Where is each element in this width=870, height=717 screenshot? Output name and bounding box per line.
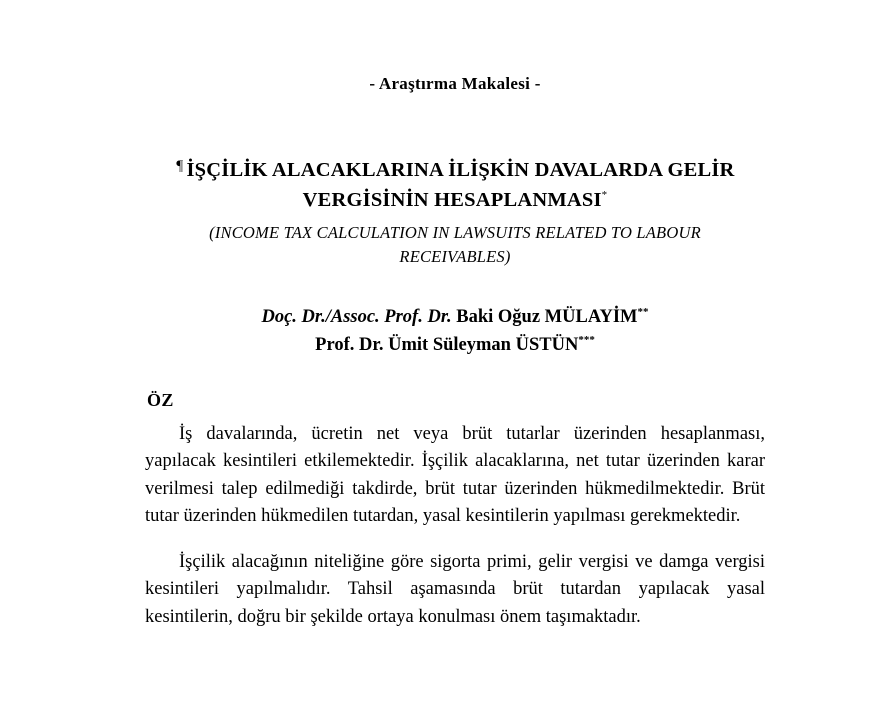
author-1-name: Baki Oğuz MÜLAYİM	[456, 307, 638, 328]
title-english-line-2: RECEIVABLES)	[399, 246, 511, 266]
author-2-footnote-marker: ***	[578, 334, 595, 347]
article-type-label: - Araştırma Makalesi -	[369, 74, 541, 93]
author-1-title-tr: Doç. Dr.	[261, 307, 326, 328]
abstract-paragraph-1: İş davalarında, ücretin net veya brüt tutarlar üzerinden hesaplanması, yapılacak kesintileri etkilemektedir. İşçilik alacaklarına, net tutar üzerinden karar verilmesi talep edilmediği takdirde, brüt tutar üzerinden hükmedilmektedir. Brüt tutar üzerinden hükmedilen tutardan, yasal kesintilerin yapılması gerekmektedir.	[145, 424, 765, 527]
author-2-name: Ümit Süleyman ÜSTÜN	[388, 335, 579, 356]
author-1-footnote-marker: **	[637, 306, 649, 319]
author-1-title-en: Assoc. Prof. Dr.	[330, 307, 452, 328]
author-line-1	[145, 304, 765, 332]
title-line-1: İŞÇİLİK ALACAKLARINA İLİŞKİN DAVALARDA GELİR	[186, 159, 735, 181]
page-title	[145, 156, 765, 215]
author-line-2	[145, 332, 765, 360]
abstract-heading: ÖZ	[147, 390, 174, 411]
author-2-title-en: Prof. Dr.	[315, 335, 384, 356]
author-1-separator: /	[325, 307, 331, 328]
title-block	[145, 156, 765, 268]
title-english	[145, 221, 765, 268]
author-block	[145, 304, 765, 360]
title-footnote-marker: *	[601, 188, 608, 201]
section-marker-icon: ¶	[175, 158, 184, 174]
page-content	[145, 0, 765, 650]
abstract-paragraph-2: İşçilik alacağının niteliğine göre sigorta primi, gelir vergisi ve damga vergisi kesintileri yapılmalıdır. Tahsil aşamasında brüt tutardan yapılacak yasal kesintilerin, doğru bir şekilde ortaya konulması önem taşımaktadır.	[145, 552, 765, 627]
title-english-line-1: (INCOME TAX CALCULATION IN LAWSUITS RELATED TO LABOUR	[209, 223, 701, 243]
title-line-2: VERGİSİNİN HESAPLANMASI	[302, 188, 602, 211]
